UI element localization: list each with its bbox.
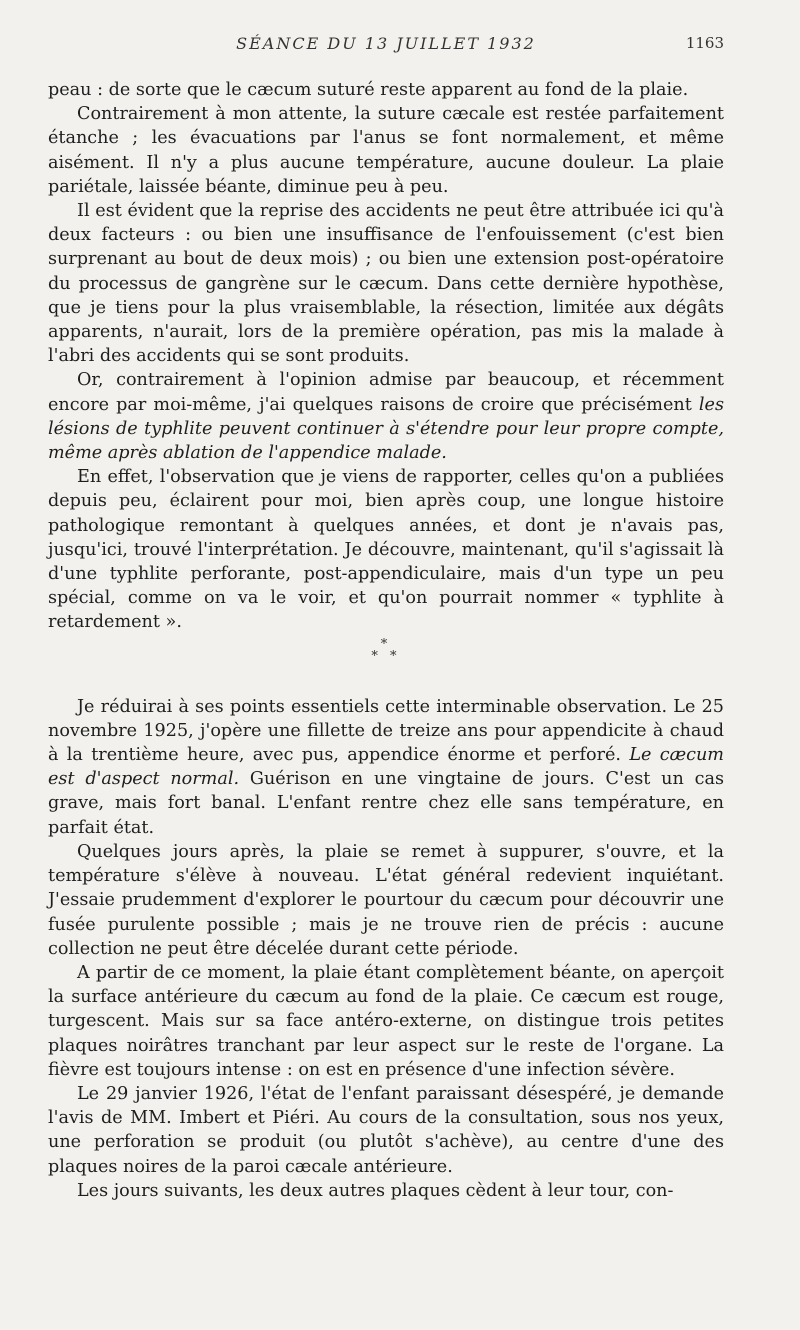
page-number: 1163 — [685, 34, 724, 52]
text-run: Le 29 janvier 1926, l'état de l'enfant paraissant désespéré, je demande l'avis de MM. Imbert et Piéri. Au cours de la consultation, sous nos yeux, une perforation se produit (ou plutôt s'achève), au centre d'une des plaques noires de la paroi cæcale antérieure. — [48, 1083, 724, 1177]
paragraph — [48, 1082, 724, 1179]
paragraph — [48, 102, 724, 199]
paragraph — [48, 1179, 724, 1203]
italic-text: les lésions de typhlite peuvent continuer à s'étendre pour leur propre compte, même après ablation de l'appendice malade. — [48, 394, 724, 464]
body-text — [48, 78, 724, 1203]
text-run: peau : de sorte que le cæcum suturé reste apparent au fond de la plaie. — [48, 80, 689, 100]
running-title: SÉANCE DU 13 JUILLET 1932 — [236, 34, 536, 53]
text-run: Quelques jours après, la plaie se remet à suppurer, s'ouvre, et la température s'élève à nouveau. L'état général redevient inquiétant. J'essaie prudemment d'explorer le pourtour du cæcum pour découvrir une fusée purulente possible ; mais je ne trouve rien de précis : aucune collection ne peut être décelée durant cette période. — [48, 841, 724, 959]
section-break-asterism: * * * — [371, 636, 401, 664]
paragraph — [48, 840, 724, 961]
document-page — [48, 34, 724, 1203]
text-run: Guérison en une vingtaine de jours. C'est un cas grave, mais fort banal. L'enfant rentre chez elle sans température, en parfait état. — [48, 769, 724, 838]
paragraph — [48, 368, 724, 465]
page-header — [48, 34, 724, 60]
paragraph — [48, 961, 724, 1082]
paragraph — [48, 465, 724, 634]
paragraph — [48, 199, 724, 368]
text-run: Contrairement à mon attente, la suture cæcale est restée parfaitement étanche ; les évacuations par l'anus se font normalement, et même aisément. Il n'y a plus aucune température, aucune douleur. La plaie pariétale, laissée béante, diminue peu à peu. — [48, 104, 724, 197]
text-run: Je réduirai à ses points essentiels cette interminable observation. Le 25 novembre 1925, j'opère une fillette de treize ans pour appendicite à chaud à la trentième heure, avec pus, appendice énorme et perforé. — [48, 696, 724, 766]
text-run: Or, contrairement à l'opinion admise par beaucoup, et récemment encore par moi-même, j'ai quelques raisons de croire que précisément — [48, 370, 724, 415]
text-run: En effet, l'observation que je viens de rapporter, celles qu'on a publiées depuis peu, éclairent pour moi, bien après coup, une longue histoire pathologique remontant à quelques années, et dont je n'avais pas, jusqu'ici, trouvé l'interprétation. Je découvre, maintenant, qu'il s'agissait là d'une typhlite perforante, post-appendiculaire, mais d'un type un peu spécial, comme on va le voir, et qu'on pourrait nommer « typhlite à retardement ». — [48, 467, 724, 633]
paragraph — [48, 78, 724, 102]
text-run: Les jours suivants, les deux autres plaques cèdent à leur tour, con- — [77, 1180, 674, 1201]
paragraph — [48, 695, 724, 840]
text-run: Il est évident que la reprise des accidents ne peut être attribuée ici qu'à deux facteurs : ou bien une insuffisance de l'enfouissement (c'est bien surprenant au bout de deux mois) ; ou bien une extension post-opératoire du processus de gangrène sur le cæcum. Dans cette dernière hypothèse, que je tiens pour la plus vraisemblable, la résection, limitée aux dégâts apparents, n'aurait, lors de la première opération, pas mis la malade à l'abri des accidents qui se sont produits. — [48, 201, 724, 367]
italic-text: Le cæcum est d'aspect normal. — [48, 745, 724, 790]
text-run: A partir de ce moment, la plaie étant complètement béante, on aperçoit la surface antérieure du cæcum au fond de la plaie. Ce cæcum est rouge, turgescent. Mais sur sa face antéro-externe, on distingue trois petites plaques noirâtres tranchant par leur aspect sur le reste de l'organe. La fièvre est toujours intense : on est en présence d'une infection sévère. — [48, 962, 724, 1080]
